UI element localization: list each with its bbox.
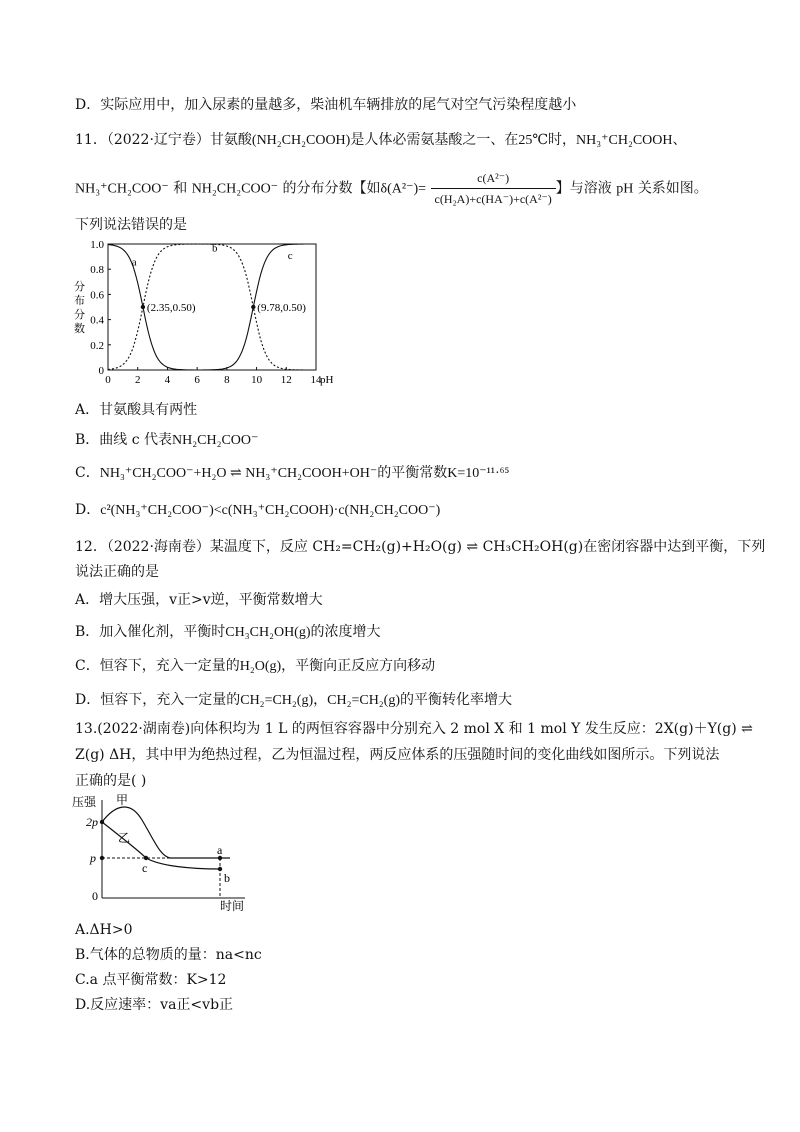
q13-stem-line3: 正确的是( ) bbox=[75, 773, 147, 789]
q12-option-b-formula: CH₃CH₂OH(g) bbox=[225, 625, 311, 640]
x-tick-label: 4 bbox=[164, 374, 171, 386]
q13-option-b: B.气体的总物质的量：na<nc bbox=[75, 947, 262, 963]
y-axis-label-char-3: 分 bbox=[74, 309, 85, 321]
q11-tail2: 关系如图。 bbox=[637, 180, 708, 197]
q12-option-c-prefix: C．恒容下，充入一定量的 bbox=[75, 658, 240, 674]
q11-intro-mid: 是人体必需氨基酸之一、在 bbox=[350, 132, 519, 148]
q12-option-d-suffix: 的平衡转化率增大 bbox=[400, 692, 513, 708]
species-3: NH₂CH₂COO⁻ bbox=[191, 181, 279, 197]
origin-label: 0 bbox=[92, 889, 98, 903]
label-c: c bbox=[142, 861, 148, 875]
q11-intro-mid2: 时， bbox=[548, 132, 577, 148]
distribution-fraction-chart bbox=[68, 232, 358, 392]
series-b-label: b bbox=[212, 242, 218, 255]
x-tick-label: 2 bbox=[134, 374, 141, 386]
tick-2p: 2p bbox=[86, 815, 98, 829]
q11-option-c-k: K=10⁻¹¹·⁶⁵ bbox=[447, 466, 510, 481]
fraction-numerator: c(A²⁻) bbox=[431, 168, 556, 189]
q13-option-d: D.反应速率：va正<vb正 bbox=[75, 997, 234, 1013]
q11-option-a: A．甘氨酸具有两性 bbox=[75, 402, 198, 418]
series-c-label: c bbox=[287, 250, 293, 263]
y-axis-label-char-1: 分 bbox=[74, 281, 85, 293]
y-tick-label: 0 bbox=[98, 365, 104, 377]
x-tick-label: 14 bbox=[310, 374, 322, 386]
q13-stem-line2: Z(g) ΔH，其中甲为绝热过程，乙为恒温过程，两反应体系的压强随时间的变化曲线如图所示。下列说法 bbox=[75, 747, 720, 763]
q12-option-c-formula: H₂O(g) bbox=[239, 659, 282, 674]
y-tick-label: 0.2 bbox=[90, 339, 104, 352]
q11-question: 下列说法错误的是 bbox=[75, 217, 187, 233]
x-tick-label: 10 bbox=[251, 374, 263, 386]
q11-option-b bbox=[75, 430, 258, 451]
q12-stem-line1: 12．（2022·海南卷）某温度下，反应 CH₂=CH₂(g)+H₂O(g) ⇌ CH₃CH₂OH(g)在密闭容器中达到平衡，下列 bbox=[75, 539, 766, 555]
q12-option-b bbox=[75, 622, 381, 643]
label-a: a bbox=[217, 843, 223, 857]
q13-option-c: C.a 点平衡常数：K>12 bbox=[75, 972, 227, 988]
q11-option-d-expression: c²(NH₃⁺CH₂COO⁻)<c(NH₃⁺CH₂COOH)·c(NH₂CH₂COO⁻) bbox=[100, 503, 441, 518]
q11-sep: 、 bbox=[672, 132, 687, 148]
delta-lhs: δ(A²⁻)= bbox=[380, 181, 427, 197]
pressure-time-figure bbox=[70, 790, 270, 915]
q11-option-c-suffix: 的平衡常数 bbox=[377, 465, 448, 481]
ph-label: pH bbox=[616, 181, 634, 197]
q12-stem-line2: 说法正确的是 bbox=[75, 564, 159, 580]
q12-option-d bbox=[75, 690, 512, 711]
q11-option-c-equation: NH₃⁺CH₂COO⁻+H₂O ⇌ NH₃⁺CH₂COOH+OH⁻ bbox=[99, 466, 378, 481]
species-2: NH₃⁺CH₂COO⁻ bbox=[75, 181, 169, 197]
time-axis-label: 时间 bbox=[220, 899, 245, 913]
y-axis-label-char-4: 数 bbox=[74, 323, 85, 335]
x-tick-label: 8 bbox=[224, 374, 230, 386]
y-axis-label-char-2: 布 bbox=[74, 295, 85, 307]
q12-option-b-suffix: 的浓度增大 bbox=[310, 624, 381, 640]
q11-option-c-prefix: C． bbox=[75, 465, 100, 481]
temperature: 25℃ bbox=[518, 133, 549, 148]
q12-option-a: A．增大压强，v正>v逆，平衡常数增大 bbox=[75, 592, 323, 608]
q12-option-d-formula2: CH₂=CH₂(g) bbox=[327, 693, 401, 708]
x-tick-label: 12 bbox=[280, 374, 292, 386]
q10-option-d: D．实际应用中，加入尿素的量越多，柴油机车辆排放的尾气对空气污染程度越小 bbox=[75, 97, 577, 113]
q11-option-d-prefix: D． bbox=[75, 502, 101, 518]
x-tick-label: 6 bbox=[194, 374, 200, 386]
glycine-formula: (NH₂CH₂COOH) bbox=[251, 133, 351, 148]
q11-distribution-text: 的分布分数【如 bbox=[282, 180, 381, 197]
fraction-denominator: c(H₂A)+c(HA⁻)+c(A²⁻) bbox=[434, 192, 552, 206]
q12-option-d-sep: ， bbox=[313, 692, 328, 708]
q11-option-d bbox=[75, 500, 440, 521]
y-tick-label: 0.4 bbox=[90, 314, 104, 327]
y-axis-label bbox=[74, 279, 85, 335]
pressure-axis-label: 压强 bbox=[72, 795, 97, 809]
series-a-label: a bbox=[131, 256, 137, 269]
point-2p bbox=[100, 820, 104, 824]
species-1: NH₃⁺CH₂COOH bbox=[576, 133, 673, 148]
distribution-fraction bbox=[431, 168, 556, 209]
point-c bbox=[144, 856, 148, 860]
q11-and: 和 bbox=[173, 180, 188, 197]
q12-option-d-prefix: D．恒容下，充入一定量的 bbox=[75, 692, 241, 708]
label-yi: 乙 bbox=[118, 831, 131, 845]
label-jia: 甲 bbox=[116, 793, 129, 807]
annotation-label: (9.78,0.50) bbox=[257, 302, 306, 314]
y-tick-label: 0.8 bbox=[90, 264, 104, 277]
annotation-point bbox=[251, 305, 255, 309]
q11-tail: 】与溶液 bbox=[555, 180, 612, 197]
tick-p: p bbox=[90, 851, 96, 865]
annotation-point bbox=[141, 305, 145, 309]
q11-intro-prefix: 11．（2022·辽宁卷）甘氨酸 bbox=[75, 132, 252, 148]
label-b: b bbox=[224, 871, 230, 885]
y-tick-label: 1.0 bbox=[90, 239, 104, 251]
annotation-label: (2.35,0.50) bbox=[146, 302, 196, 314]
q13-stem-line1: 13.(2022·湖南卷)向体积均为 1 L 的两恒容容器中分别充入 2 mol X 和 1 mol Y 发生反应：2X(g)＋Y(g) ⇌ bbox=[75, 721, 753, 737]
x-axis-label: pH bbox=[320, 374, 334, 386]
q11-option-c bbox=[75, 463, 509, 484]
q12-option-c-suffix: ，平衡向正反应方向移动 bbox=[281, 658, 436, 674]
q12-option-b-prefix: B．加入催化剂，平衡时 bbox=[75, 624, 226, 640]
q11-stem-line1 bbox=[75, 130, 687, 151]
q13-option-a: A.ΔH>0 bbox=[75, 922, 133, 938]
q11-option-b-formula: NH₂CH₂COO⁻ bbox=[172, 433, 259, 448]
q12-option-d-formula1: CH₂=CH₂(g) bbox=[240, 693, 314, 708]
q12-option-c bbox=[75, 656, 435, 677]
y-tick-label: 0.6 bbox=[90, 289, 104, 302]
x-tick-label: 0 bbox=[105, 374, 111, 386]
point-p bbox=[100, 856, 104, 860]
curve-yi bbox=[102, 822, 220, 869]
q11-stem-line2 bbox=[75, 168, 708, 209]
q11-option-b-prefix: B．曲线 c 代表 bbox=[75, 432, 173, 448]
